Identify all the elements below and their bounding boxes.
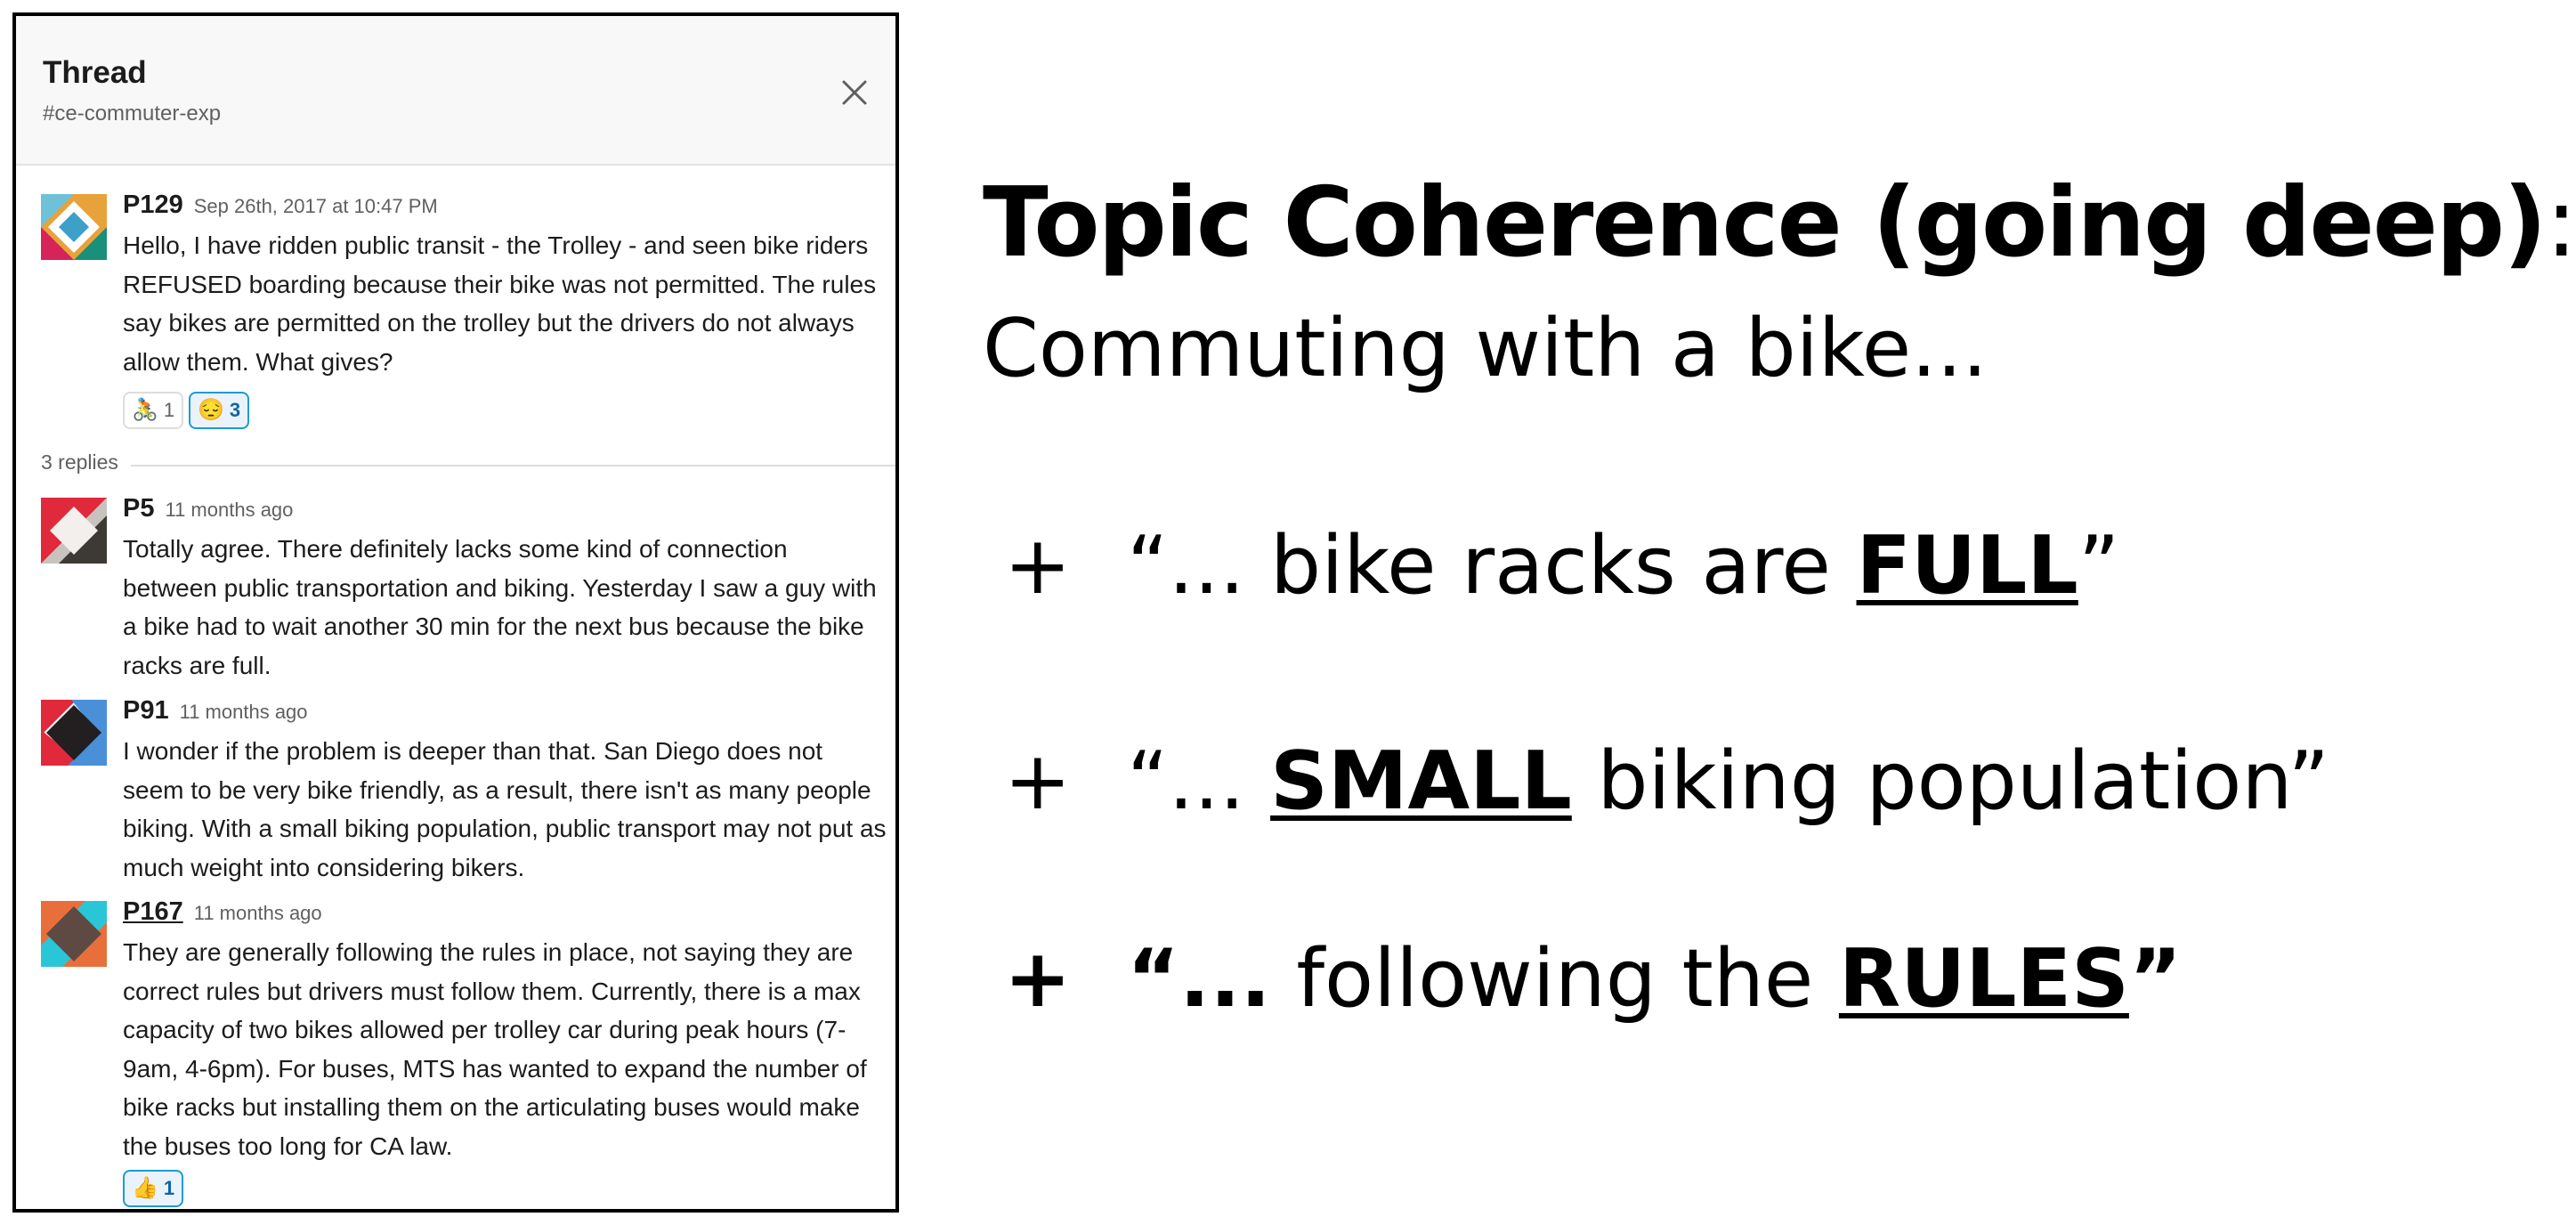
reaction-count: 3 <box>229 399 241 421</box>
author-name[interactable]: P5 <box>123 494 155 523</box>
message-text: Hello, I have ridden public transit - the Trolley - and seen bike riders REFUSED boarding because their bike was not permitted. The rules say bikes are permitted on the trolley but the drivers do not always allow them. What gives? <box>123 231 877 376</box>
pensive-face-icon: 😔 <box>198 398 224 422</box>
avatar[interactable] <box>41 498 107 564</box>
quote-text: “... <box>1127 932 1271 1026</box>
quote-keyword: SMALL <box>1270 734 1572 828</box>
reaction-count: 1 <box>163 399 175 421</box>
replies-divider <box>41 450 895 477</box>
quote-text: “... bike racks are <box>1127 519 1857 612</box>
quote-bullet-full <box>1004 518 2119 614</box>
avatar[interactable] <box>41 194 107 260</box>
thumbs-up-icon: 👍 <box>132 1176 158 1200</box>
quote-bullet-small <box>1004 734 2329 830</box>
plus-icon: + <box>1004 519 1072 612</box>
quote-bullet-rules <box>1004 931 2182 1027</box>
reaction-count: 1 <box>163 1177 175 1199</box>
quote-middle: following the <box>1270 932 1839 1026</box>
timestamp[interactable]: 11 months ago <box>193 902 322 924</box>
avatar[interactable] <box>41 700 107 766</box>
close-icon[interactable] <box>837 75 872 110</box>
author-name[interactable]: P167 <box>123 897 183 926</box>
slide-subtitle: Commuting with a bike... <box>983 302 1988 395</box>
quote-keyword: FULL <box>1856 519 2078 612</box>
message-header <box>123 696 308 726</box>
reaction-pensive[interactable] <box>189 392 249 429</box>
timestamp[interactable]: 11 months ago <box>165 499 294 521</box>
quote-close: biking population” <box>1571 734 2330 828</box>
message-text: They are generally following the rules in place, not saying they are correct rules but drivers must follow them. Currently, there is a max capacity of two bikes allowed per trolley car during peak hours (7-9am, 4-6pm). For buses, MTS has wanted to expand the number of bike racks but installing them on the articulating buses would make the buses too long for CA law. <box>123 938 867 1160</box>
divider-line <box>41 465 895 466</box>
quote-keyword: RULES <box>1838 932 2129 1026</box>
quote-text: “... <box>1127 734 1271 828</box>
timestamp[interactable]: Sep 26th, 2017 at 10:47 PM <box>193 195 438 217</box>
author-name[interactable]: P91 <box>123 696 169 725</box>
channel-name[interactable]: #ce-commuter-exp <box>43 101 222 126</box>
message-text: I wonder if the problem is deeper than that. San Diego does not seem to be very bike friendly, as a result, there isn't as many people biking. With a small biking population, public transport may not put as much weight into considering bikers. <box>123 737 887 881</box>
thread-header <box>16 16 895 166</box>
author-name[interactable]: P129 <box>123 191 183 219</box>
thread-panel <box>12 12 899 1213</box>
plus-icon: + <box>1004 734 1072 828</box>
timestamp[interactable]: 11 months ago <box>179 701 308 723</box>
message-text: Totally agree. There definitely lacks some kind of connection between public transportation and biking. Yesterday I saw a guy with a bike had to wait another 30 min for the next bus because the bike racks are full. <box>123 535 877 679</box>
replies-count: 3 replies <box>41 450 131 475</box>
slide-title-colon: : <box>2545 167 2576 279</box>
message-header <box>123 897 322 927</box>
bicyclist-icon: 🚴 <box>132 398 158 422</box>
slide-title <box>983 166 2576 281</box>
message-header <box>123 191 438 220</box>
thread-title: Thread <box>43 55 147 90</box>
reaction-bicyclist[interactable] <box>123 392 183 429</box>
quote-close: ” <box>2078 519 2120 612</box>
message-header <box>123 494 293 523</box>
reaction-thumbs-up[interactable] <box>123 1170 183 1207</box>
slide-title-text: Topic Coherence (going deep) <box>983 167 2546 279</box>
plus-icon: + <box>1004 932 1072 1026</box>
quote-close: ” <box>2128 932 2183 1026</box>
avatar[interactable] <box>41 901 107 967</box>
